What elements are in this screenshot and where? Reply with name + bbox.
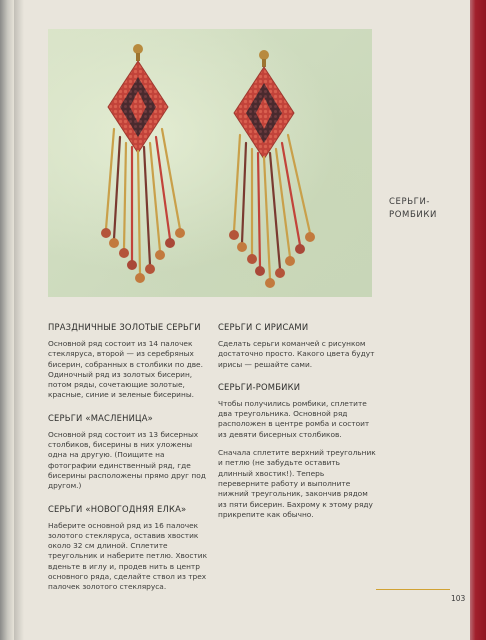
earrings-photo — [48, 29, 372, 297]
section-text: Сначала сплетите верхний треугольник и петлю (не забудьте оставить длинный хвостик!). Теперь переверните работу и выполните нижний треугольник, закончив рядом из пяти бисерин. Бахрому к этому ряду прикрепите как обычно. — [218, 448, 376, 519]
section-text: Чтобы получились ромбики, сплетите два треугольника. Основной ряд расположен в центре ромба и состоит из девяти бисерных столбиков. — [218, 398, 370, 439]
section-text: Наберите основной ряд из 16 палочек золотого стеклярусa, оставив хвостик около 32 см длиной. Сплетите треугольник и наберите петлю. Хвостик вденьте в иглу и, продев нить в центр основного ряда, сделайте ствол из трех палочек золотого стеклярусa. — [48, 520, 208, 592]
caption-line-2: РОМБИКИ — [389, 210, 437, 220]
page-number: 103 — [451, 594, 466, 603]
section-heading: ПРАЗДНИЧНЫЕ ЗОЛОТЫЕ СЕРЬГИ — [48, 322, 201, 332]
caption-line-1: СЕРЬГИ- — [389, 197, 431, 207]
section-text: Основной ряд состоит из 13 бисерных столбиков, бисерины в них уложены одна на другую. (Поищите на фотографии единственный ряд, где бисерины расположены прямо друг под другом.) — [48, 429, 206, 491]
book-spine — [0, 0, 14, 640]
section-heading: СЕРЬГИ С ИРИСАМИ — [218, 322, 309, 332]
left-text-column — [48, 322, 208, 605]
right-text-column — [218, 322, 376, 532]
footer-rule — [376, 589, 450, 590]
right-earring — [229, 50, 315, 288]
section-heading: СЕРЬГИ «МАСЛЕНИЦА» — [48, 412, 154, 423]
section-heading: СЕРЬГИ-РОМБИКИ — [218, 381, 301, 392]
section-heading: СЕРЬГИ «НОВОГОДНЯЯ ЕЛКА» — [48, 503, 187, 514]
cover-edge — [470, 0, 486, 640]
photo-caption — [389, 196, 437, 222]
spine-shadow — [14, 0, 24, 640]
section-text: Сделать серьги команчей с рисунком достаточно просто. Какого цвета будут ирисы — решайте сами. — [218, 339, 375, 369]
section-text: Основной ряд состоит из 14 палочек стекляруса, второй — из серебряных бисерин, собранных в столбики по две. Одиночный ряд из золотых бисерин, потом ряды, сочетающие золотые, красные, синие и зеленые бисерины. — [48, 339, 203, 400]
beaded-earrings-illustration — [48, 29, 372, 297]
left-earring — [101, 44, 185, 283]
